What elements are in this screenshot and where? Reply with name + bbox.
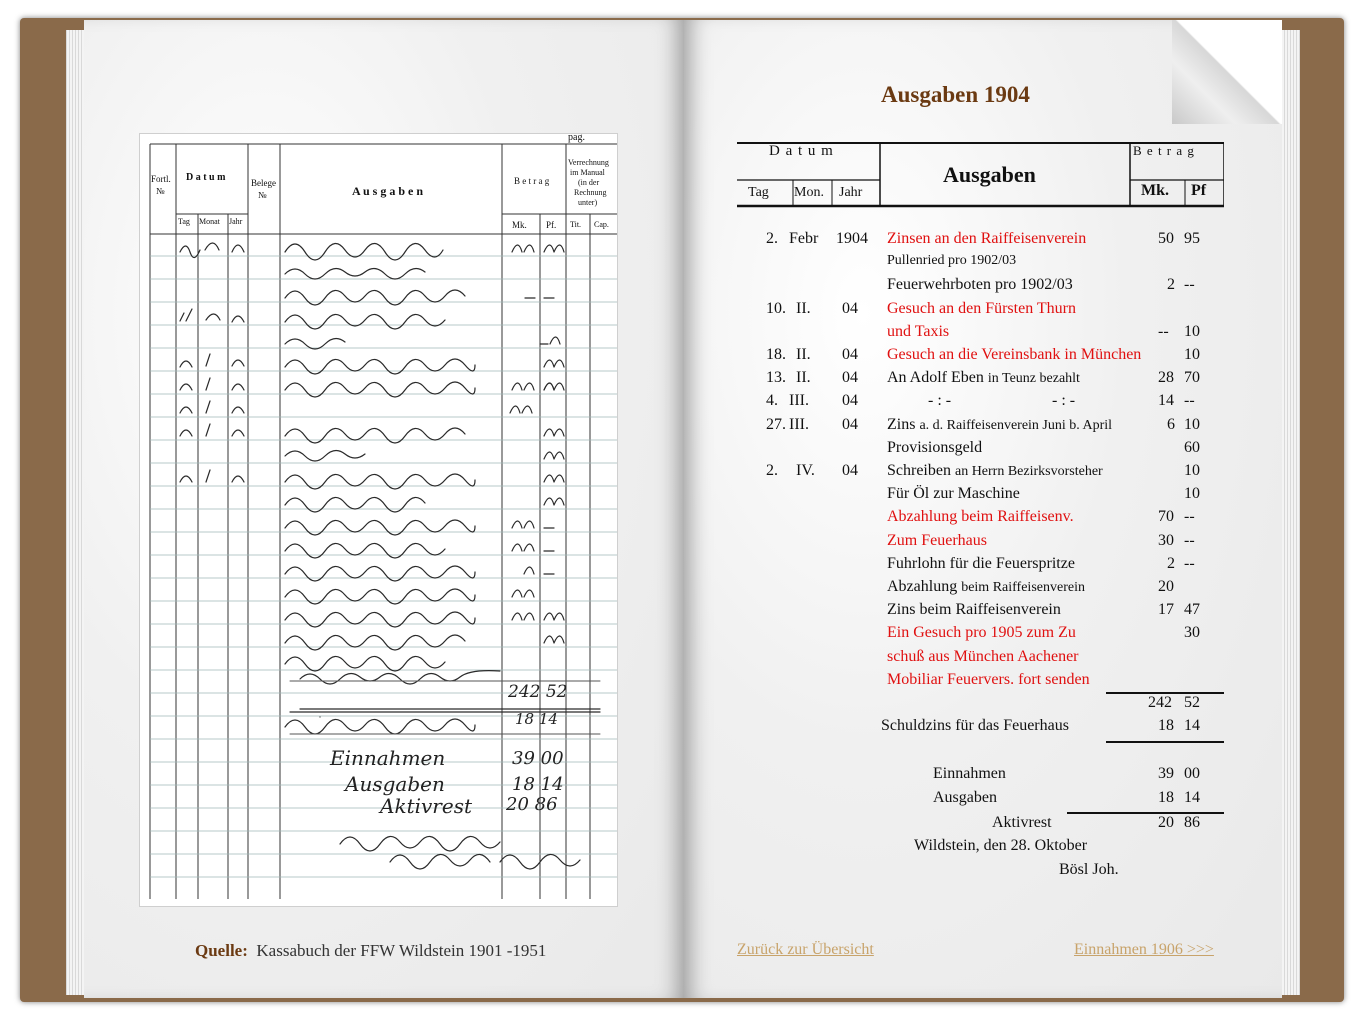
- row-jahr: 04: [842, 462, 858, 479]
- scan-hand-einnahmen: Einnahmen: [330, 746, 446, 770]
- ausgaben-label: Ausgaben: [933, 789, 997, 806]
- aktivrest-pf: 86: [1184, 814, 1200, 831]
- next-page-link[interactable]: Einnahmen 1906 >>>: [1074, 941, 1214, 958]
- row-text: und Taxis: [887, 323, 950, 340]
- ledger-scan: [139, 133, 618, 907]
- row-text: Mobiliar Feuervers. fort senden: [887, 671, 1090, 688]
- scan-header-verrechnung-1: Verrechnung: [568, 158, 609, 167]
- header-betrag: B e t r a g: [1133, 143, 1195, 158]
- scan-header-tit: Tit.: [570, 220, 582, 229]
- source-text: Kassabuch der FFW Wildstein 1901 -1951: [256, 941, 547, 960]
- row-text-detail: beim Raiffeisenverein: [961, 580, 1085, 595]
- header-jahr: Jahr: [839, 185, 863, 200]
- row-pf: 47: [1184, 601, 1200, 618]
- scan-header-ausgaben: A u s g a b e n: [352, 184, 424, 198]
- row-jahr: 04: [842, 416, 858, 433]
- row-jahr: 1904: [836, 230, 868, 247]
- row-pf: --: [1184, 508, 1195, 525]
- row-pf: --: [1184, 532, 1195, 549]
- row-pf: 10: [1184, 485, 1200, 502]
- row-text: Zum Feuerhaus: [887, 532, 987, 549]
- row-text: Zinsen an den Raiffeisenverein: [887, 230, 1087, 247]
- row-mon: III.: [789, 392, 809, 409]
- row-tag: 27.: [766, 416, 786, 433]
- row-text: Pullenried pro 1902/03: [887, 253, 1017, 268]
- scan-header-cap: Cap.: [594, 220, 609, 229]
- transcription-table-header: [737, 142, 1224, 208]
- header-mon: Mon.: [794, 185, 824, 200]
- scan-header-fortl-nr: №: [156, 186, 165, 196]
- row-pf: 10: [1184, 416, 1200, 433]
- total-mk: 242: [1148, 694, 1172, 711]
- scan-pag-label: pag.: [568, 132, 585, 143]
- schuldzins-label: Schuldzins für das Feuerhaus: [881, 717, 1069, 734]
- row-pf: --: [1184, 392, 1195, 409]
- scan-hand-aktivrest: Aktivrest: [380, 794, 472, 818]
- row-jahr: 04: [842, 392, 858, 409]
- row-mon: Febr: [789, 230, 819, 247]
- scan-header-betrag: B e t r a g: [514, 176, 550, 186]
- row-mon: IV.: [796, 462, 815, 479]
- row-text: Provisionsgeld: [887, 439, 983, 456]
- row-text: Abzahlung beim Raiffeisenv.: [887, 508, 1074, 525]
- row-pf: --: [1184, 555, 1195, 572]
- row-text: Ein Gesuch pro 1905 zum Zu: [887, 624, 1076, 641]
- row-tag: 10.: [766, 300, 786, 317]
- row-text: Fuhrlohn für die Feuerspritze: [887, 555, 1075, 572]
- back-to-overview-link[interactable]: Zurück zur Übersicht: [737, 941, 874, 958]
- row-text: An Adolf Eben: [887, 369, 984, 386]
- header-mk: Mk.: [1141, 182, 1169, 199]
- header-tag: Tag: [748, 185, 769, 200]
- row-tag: 13.: [766, 369, 786, 386]
- row-mk: 30: [1158, 532, 1174, 549]
- row-jahr: 04: [842, 300, 858, 317]
- row-mk: --: [1158, 323, 1169, 340]
- row-pf: 70: [1184, 369, 1200, 386]
- row-mk: 14: [1158, 392, 1174, 409]
- scan-header-mk: Mk.: [512, 220, 527, 230]
- signature: Bösl Joh.: [1059, 861, 1119, 878]
- row-text-ditto: - : -: [1052, 392, 1076, 409]
- source-caption: [195, 941, 546, 961]
- row-text-detail: in Teunz bezahlt: [987, 371, 1080, 386]
- schuldzins-pf: 14: [1184, 717, 1200, 734]
- row-text-detail: a. d. Raiffeisenverein Juni b. April: [919, 418, 1113, 433]
- row-mon: II.: [796, 346, 811, 363]
- row-tag: 2.: [766, 462, 778, 479]
- row-tag: 2.: [766, 230, 778, 247]
- source-label: Quelle:: [195, 941, 248, 960]
- einnahmen-label: Einnahmen: [933, 765, 1006, 782]
- row-mk: 6: [1167, 416, 1175, 433]
- einnahmen-pf: 00: [1184, 765, 1200, 782]
- scan-hand-aktivrest-v: 20 86: [506, 794, 558, 815]
- row-text-detail: an Herrn Bezirksvorsteher: [954, 464, 1103, 479]
- row-mon: III.: [789, 416, 809, 433]
- row-tag: 4.: [766, 392, 778, 409]
- scan-hand-total: 242 52: [508, 682, 568, 702]
- row-pf: 60: [1184, 439, 1200, 456]
- scan-hand-einnahmen-v: 39 00: [512, 748, 564, 769]
- place-date: Wildstein, den 28. Oktober: [914, 837, 1088, 854]
- row-tag: 18.: [766, 346, 786, 363]
- row-text: schuß aus München Aachener: [887, 648, 1079, 665]
- row-text: Zins beim Raiffeisenverein: [887, 601, 1061, 618]
- scan-header-belege: Belege: [251, 178, 276, 188]
- scan-header-verrechnung-5: unter): [578, 198, 598, 207]
- scan-hand-ausgaben: Ausgaben: [345, 772, 445, 796]
- einnahmen-mk: 39: [1158, 765, 1174, 782]
- row-text: Für Öl zur Maschine: [887, 485, 1020, 502]
- scan-header-verrechnung-3: (in der: [578, 178, 600, 187]
- row-text: Schreiben: [887, 462, 951, 479]
- row-text: - : -: [928, 392, 952, 409]
- ausgaben-pf: 14: [1184, 789, 1200, 806]
- row-mk: 2: [1167, 555, 1175, 572]
- scan-header-jahr: Jahr: [229, 217, 243, 226]
- aktivrest-rule: [1067, 812, 1224, 814]
- row-mk: 50: [1158, 230, 1174, 247]
- row-pf: --: [1184, 276, 1195, 293]
- row-mk: 20: [1158, 578, 1174, 595]
- row-jahr: 04: [842, 369, 858, 386]
- row-mk: 2: [1167, 276, 1175, 293]
- row-jahr: 04: [842, 346, 858, 363]
- header-pf: Pf: [1191, 182, 1207, 199]
- scan-header-verrechnung-4: Rechnung: [574, 188, 607, 197]
- page-curl-corner[interactable]: [1172, 20, 1282, 124]
- row-mk: 70: [1158, 508, 1174, 525]
- header-datum: D a t u m: [769, 143, 834, 159]
- scan-header-tag: Tag: [178, 217, 190, 226]
- row-mk: 17: [1158, 601, 1174, 618]
- row-mon: II.: [796, 369, 811, 386]
- row-text: Gesuch an die Vereinsbank in München: [887, 346, 1142, 363]
- aktivrest-label: Aktivrest: [992, 814, 1052, 831]
- scan-header-verrechnung-2: im Manual: [570, 168, 605, 177]
- row-pf: 95: [1184, 230, 1200, 247]
- aktivrest-mk: 20: [1158, 814, 1174, 831]
- scan-header-pf: Pf.: [546, 220, 557, 230]
- page-title: Ausgaben 1904: [881, 82, 1030, 107]
- schuldzins-rule: [1106, 741, 1224, 743]
- row-mk: 28: [1158, 369, 1174, 386]
- total-pf: 52: [1184, 694, 1200, 711]
- row-text: Abzahlung: [887, 578, 958, 595]
- scan-header-datum: D a t u m: [186, 172, 226, 183]
- row-pf: 10: [1184, 346, 1200, 363]
- scan-hand-ausgaben-v: 18 14: [512, 774, 564, 795]
- scan-header-monat: Monat: [199, 217, 220, 226]
- row-pf: 10: [1184, 323, 1200, 340]
- ausgaben-mk: 18: [1158, 789, 1174, 806]
- scan-hand-schuldzins: 18 14: [515, 710, 558, 728]
- header-ausgaben: Ausgaben: [943, 162, 1036, 187]
- scan-header-belege-nr: №: [258, 190, 267, 200]
- row-mon: II.: [796, 300, 811, 317]
- row-pf: 30: [1184, 624, 1200, 641]
- row-text: Zins: [887, 416, 916, 433]
- schuldzins-mk: 18: [1158, 717, 1174, 734]
- row-text: Feuerwehrboten pro 1902/03: [887, 276, 1073, 293]
- row-text: Gesuch an den Fürsten Thurn: [887, 300, 1076, 317]
- row-pf: 10: [1184, 462, 1200, 479]
- scan-header-fortl: Fortl.: [151, 174, 171, 184]
